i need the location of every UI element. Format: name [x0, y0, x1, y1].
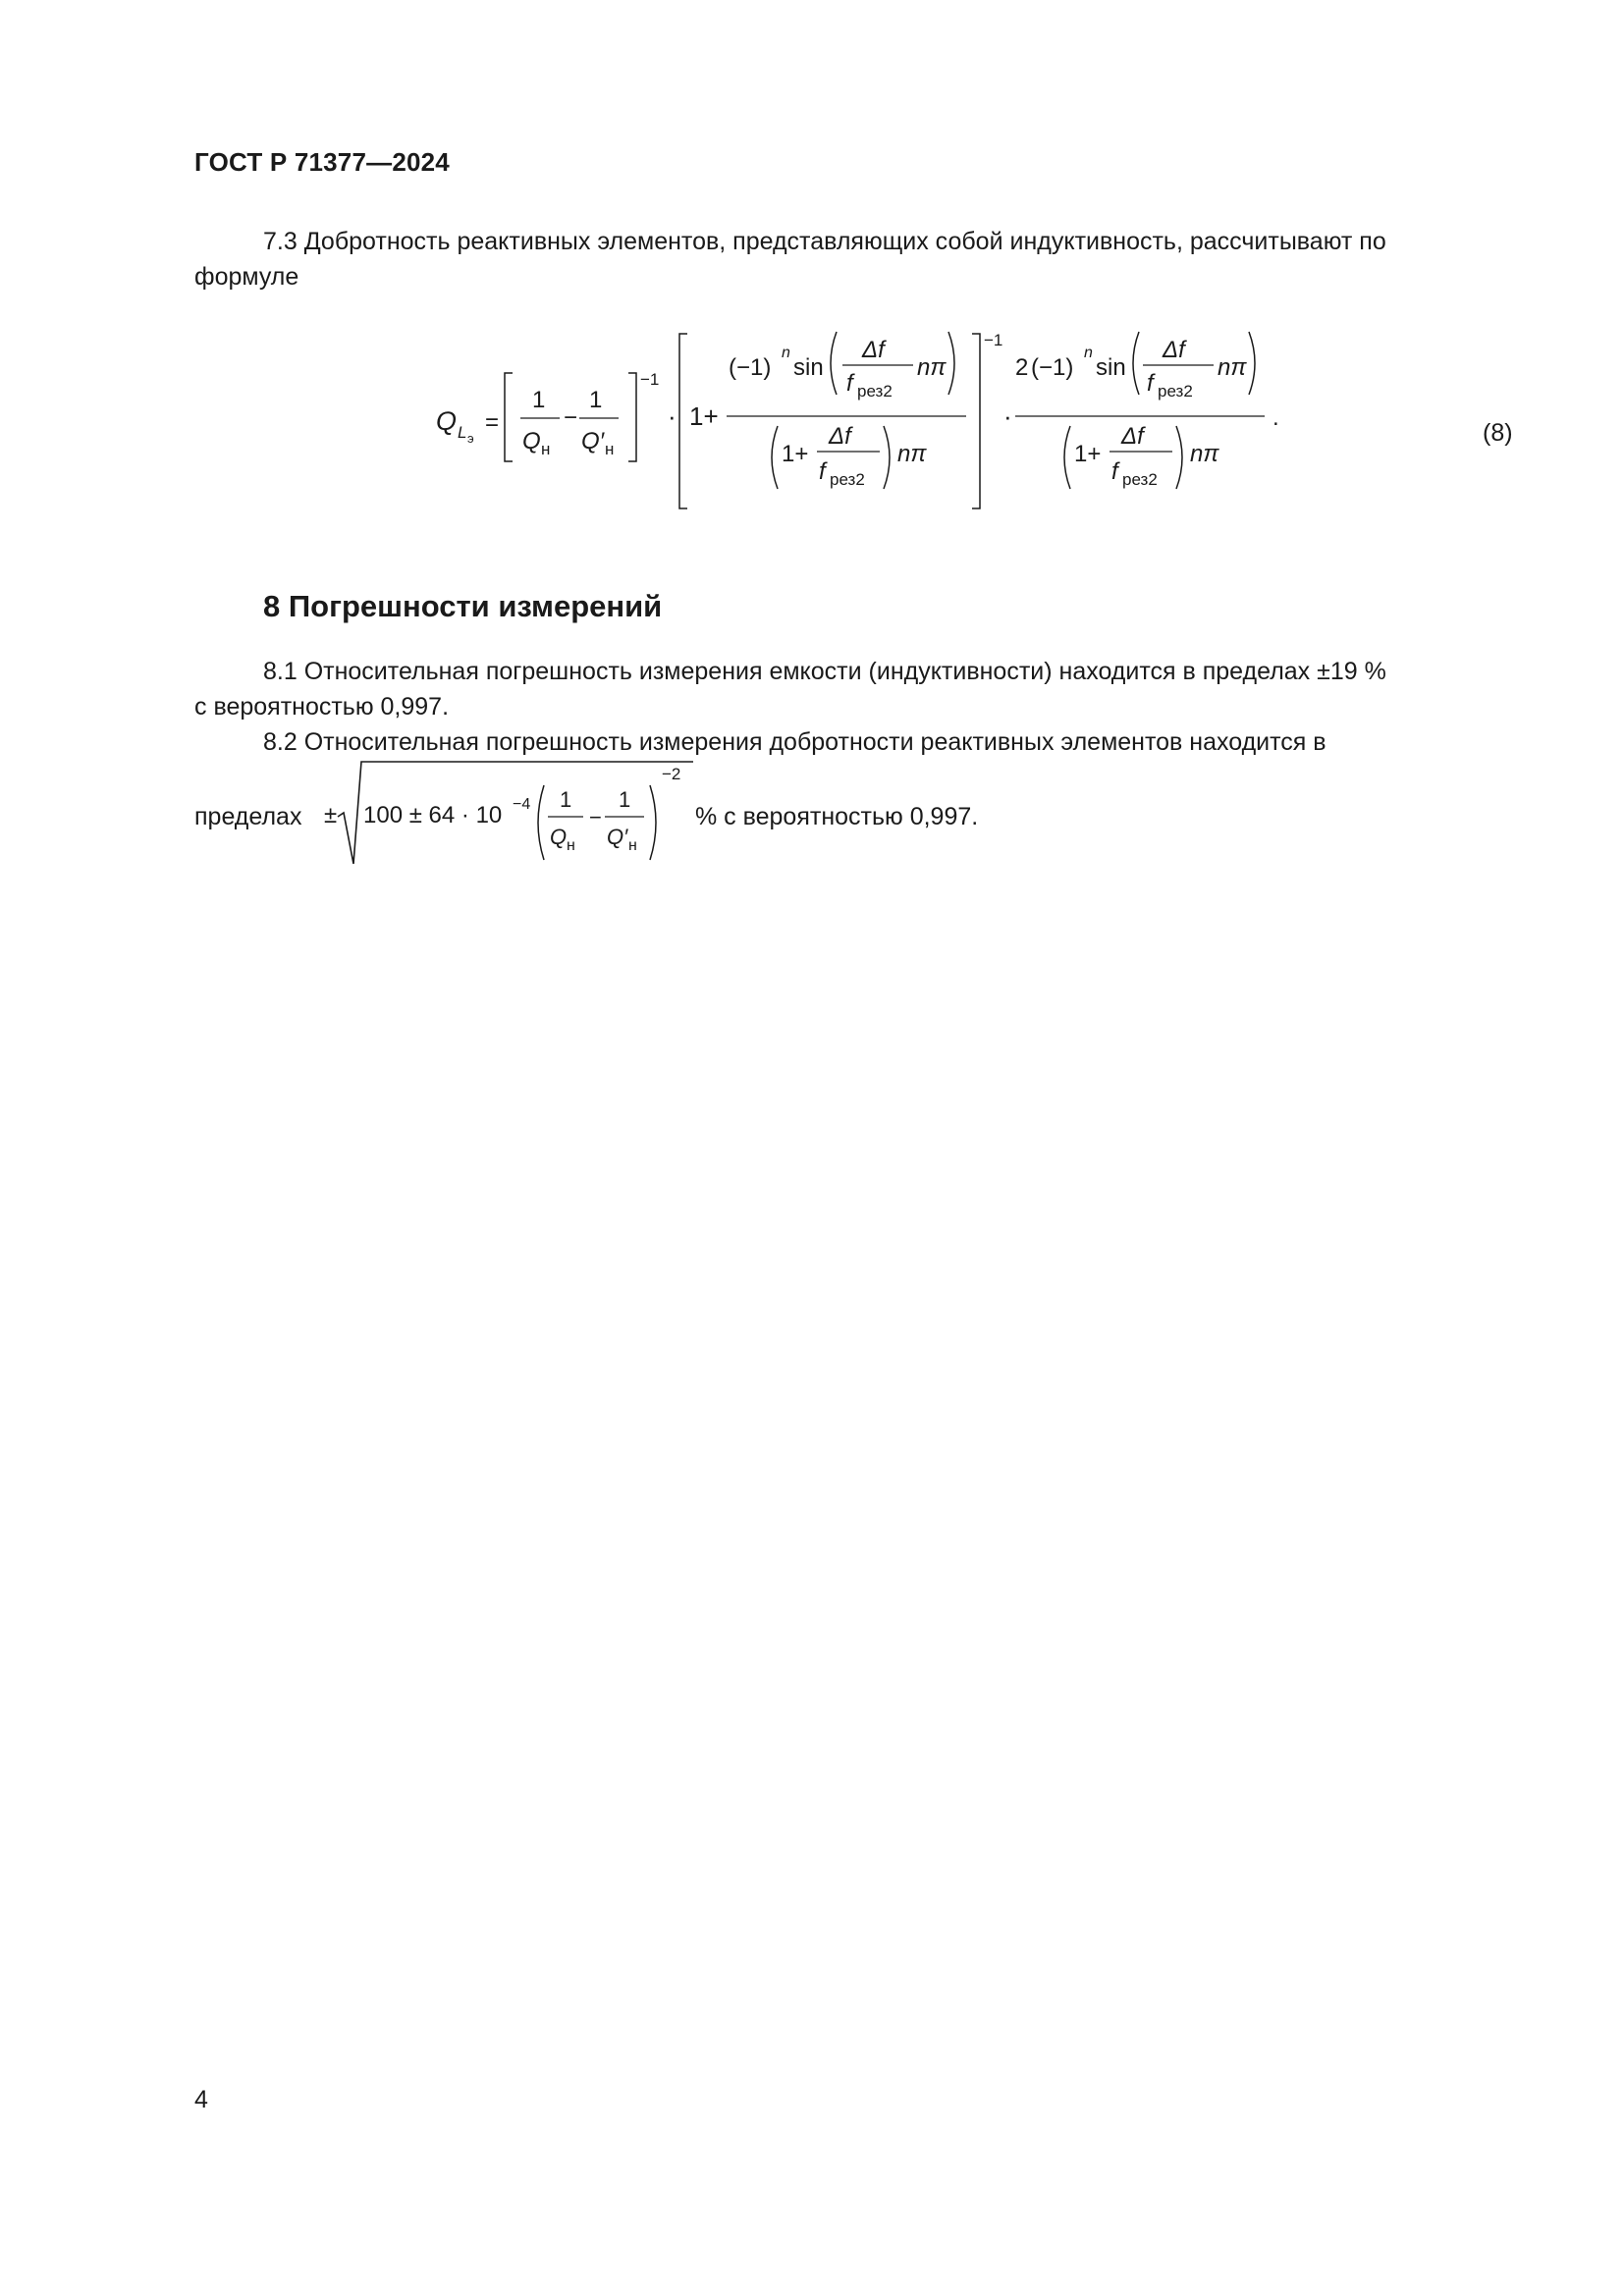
num2-sin: sin: [1096, 354, 1126, 381]
document-code-header: ГОСТ Р 71377—2024: [194, 147, 450, 177]
dot-2: ·: [1003, 401, 1012, 431]
dot-1: ·: [668, 401, 677, 431]
bracket-right-1: [628, 373, 636, 461]
paren-right-sin-2: [1249, 332, 1255, 395]
frac1-num: 1: [532, 387, 546, 413]
paren-left-sin-2: [1133, 332, 1139, 395]
sqrt-frac1-sub: н: [567, 837, 575, 854]
num2-exp-n: n: [1084, 345, 1093, 361]
paragraph-7-3-continued: [194, 259, 1524, 294]
sqrt-pm: ±: [324, 802, 338, 828]
den2-n-pi: nπ: [1190, 441, 1219, 467]
den-one-plus: 1+: [782, 441, 809, 467]
section-8-heading: 8 Погрешности измерений: [263, 589, 663, 623]
one-plus: 1+: [689, 401, 719, 431]
den2-f-sub: рез2: [1122, 470, 1158, 489]
frac1-den-q: Q: [522, 428, 541, 454]
equation-number: (8): [1483, 419, 1513, 447]
paragraph-8-1-continued: [194, 689, 1524, 724]
formula-equals: =: [485, 409, 500, 436]
formula-lhs-q: Q: [436, 406, 458, 436]
paragraph-8-1-line2: с вероятностью 0,997.: [194, 693, 450, 721]
paragraph-8-2-line1: 8.2 Относительная погрешность измерения добротности реактивных элементов находится в: [263, 728, 1326, 756]
paragraph-7-3-line1: 7.3 Добротность реактивных элементов, представляющих собой индуктивность, рассчитывают по: [263, 228, 1386, 255]
num-exp-n: n: [782, 345, 790, 361]
sqrt-frac2-qprime: Q′: [607, 825, 628, 849]
den2-one-plus: 1+: [1074, 441, 1102, 467]
sqrt-frac2-sub: н: [628, 837, 637, 854]
paragraph-8-1-line1: 8.1 Относительная погрешность измерения емкости (индуктивности) находится в пределах ±19 %: [263, 658, 1386, 685]
paragraph-8-2: [194, 724, 1524, 760]
den2-f: f: [1111, 458, 1118, 485]
paragraph-8-2-suffix: % с вероятностью 0,997.: [695, 803, 979, 830]
num-f-sub: рез2: [857, 382, 893, 400]
frac2-den-sub: н: [605, 440, 615, 458]
sqrt-frac1-q: Q: [550, 825, 568, 849]
formula-lhs-subsub: э: [467, 431, 474, 446]
den-delta-f: Δf: [829, 423, 851, 450]
paren-left-den-2: [1064, 426, 1070, 489]
den-f-sub: рез2: [830, 470, 865, 489]
bracket-left-1: [505, 373, 513, 461]
sqrt-exp-minus4: −4: [513, 796, 531, 813]
frac2-den-qprime: Q′: [581, 428, 605, 454]
exp-minus1-a: −1: [640, 370, 660, 389]
sqrt-exp-minus2: −2: [662, 765, 681, 783]
sqrt-frac1-num: 1: [560, 787, 572, 812]
frac1-den-sub: н: [541, 440, 551, 458]
den2-delta-f: Δf: [1121, 423, 1144, 450]
num2-f: f: [1147, 370, 1154, 397]
formula-8: [422, 314, 1306, 520]
num2-minus-one: (−1): [1031, 354, 1074, 381]
paragraph-8-1: [194, 654, 1524, 689]
formula-lhs-sub-l: L: [458, 423, 467, 442]
sqrt-paren-right: [650, 785, 656, 860]
page-number: 4: [194, 2086, 208, 2113]
sqrt-paren-left: [538, 785, 544, 860]
num-delta-f: Δf: [862, 337, 885, 363]
paren-right-den-2: [1176, 426, 1182, 489]
bracket-right-big: [972, 334, 980, 508]
sqrt-minus: −: [589, 805, 602, 829]
num2-n-pi: nπ: [1218, 354, 1247, 381]
den-n-pi: nπ: [897, 441, 927, 467]
paragraph-7-3-line2: формуле: [194, 263, 299, 291]
num-minus-one: (−1): [729, 354, 772, 381]
exp-minus1-b: −1: [984, 331, 1003, 349]
paren-right-den: [884, 426, 890, 489]
paragraph-8-2-prefix: пределах: [194, 803, 302, 830]
num2-delta-f: Δf: [1163, 337, 1185, 363]
formula-period: .: [1272, 404, 1279, 431]
num2-two: 2: [1015, 354, 1029, 381]
paren-right-sin: [948, 332, 954, 395]
num-n-pi: nπ: [917, 354, 947, 381]
num-sin: sin: [793, 354, 824, 381]
sqrt-frac2-num: 1: [619, 787, 631, 812]
num-f: f: [846, 370, 853, 397]
paren-left-den: [772, 426, 778, 489]
minus-1: −: [564, 404, 578, 431]
paragraph-7-3: [194, 224, 1524, 259]
bracket-left-big: [679, 334, 687, 508]
sqrt-body: 100 ± 64 · 10: [363, 802, 503, 828]
formula-error-bound: [316, 756, 709, 874]
num2-f-sub: рез2: [1158, 382, 1193, 400]
paren-left-sin: [831, 332, 837, 395]
frac2-num: 1: [589, 387, 603, 413]
den-f: f: [819, 458, 826, 485]
